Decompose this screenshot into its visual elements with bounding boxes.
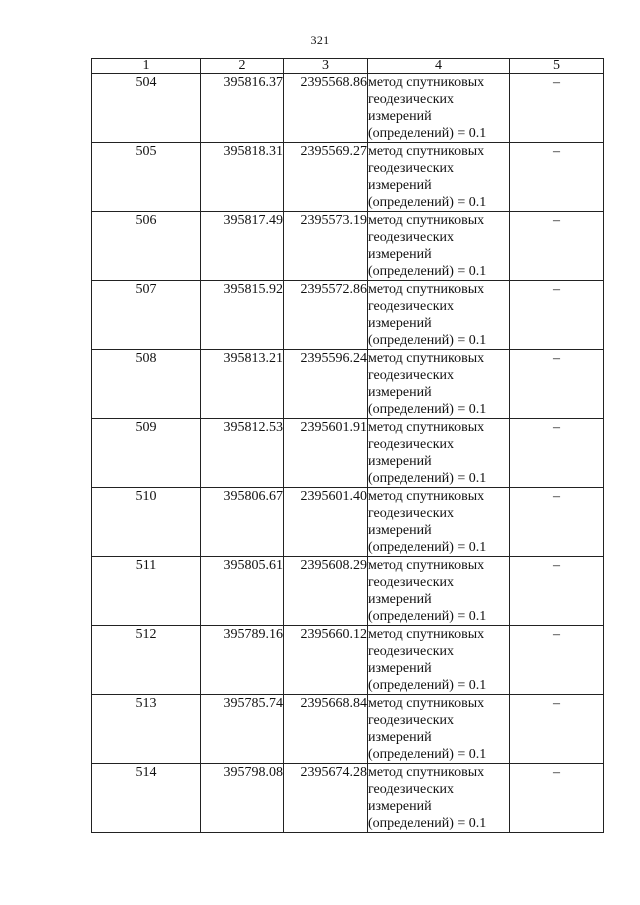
table-row [92, 143, 604, 212]
note-cell: – [510, 143, 604, 212]
column-header-3: 3 [284, 59, 368, 74]
method-line: измерений [368, 316, 432, 331]
method-line: измерений [368, 592, 432, 607]
method-line: геодезических [368, 575, 455, 590]
note-cell: – [510, 350, 604, 419]
point-number-cell: 512 [92, 626, 201, 695]
method-line: измерений [368, 385, 432, 400]
note-cell: – [510, 764, 604, 833]
table-row [92, 350, 604, 419]
note-cell: – [510, 419, 604, 488]
x-coordinate-cell: 395798.08 [201, 764, 284, 833]
y-coordinate-cell: 2395572.86 [284, 281, 368, 350]
column-header-2: 2 [201, 59, 284, 74]
note-cell: – [510, 488, 604, 557]
note-cell: – [510, 281, 604, 350]
method-cell [368, 74, 510, 143]
method-line: метод спутниковых [368, 558, 485, 573]
method-line: геодезических [368, 368, 455, 383]
table-row [92, 695, 604, 764]
method-line: метод спутниковых [368, 627, 485, 642]
method-line: геодезических [368, 713, 455, 728]
point-number-cell: 511 [92, 557, 201, 626]
page-number: 321 [310, 33, 330, 47]
method-line: геодезических [368, 644, 455, 659]
method-line: метод спутниковых [368, 144, 485, 159]
method-line: геодезических [368, 437, 455, 452]
x-coordinate-cell: 395818.31 [201, 143, 284, 212]
method-cell [368, 695, 510, 764]
method-line: метод спутниковых [368, 213, 485, 228]
column-header-4: 4 [368, 59, 510, 74]
method-line: метод спутниковых [368, 696, 485, 711]
method-line: (определений) = 0.1 [368, 402, 487, 417]
method-line: (определений) = 0.1 [368, 195, 487, 210]
y-coordinate-cell: 2395660.12 [284, 626, 368, 695]
point-number-cell: 504 [92, 74, 201, 143]
y-coordinate-cell: 2395568.86 [284, 74, 368, 143]
method-line: метод спутниковых [368, 75, 485, 90]
method-cell [368, 557, 510, 626]
point-number-cell: 507 [92, 281, 201, 350]
method-line: (определений) = 0.1 [368, 126, 487, 141]
y-coordinate-cell: 2395608.29 [284, 557, 368, 626]
method-line: (определений) = 0.1 [368, 816, 487, 831]
method-line: измерений [368, 178, 432, 193]
y-coordinate-cell: 2395674.28 [284, 764, 368, 833]
method-cell [368, 143, 510, 212]
y-coordinate-cell: 2395601.40 [284, 488, 368, 557]
method-line: геодезических [368, 161, 455, 176]
method-line: измерений [368, 730, 432, 745]
method-line: метод спутниковых [368, 282, 485, 297]
note-cell: – [510, 557, 604, 626]
method-line: (определений) = 0.1 [368, 264, 487, 279]
method-cell [368, 488, 510, 557]
column-header-1: 1 [92, 59, 201, 74]
note-cell: – [510, 74, 604, 143]
method-line: метод спутниковых [368, 420, 485, 435]
x-coordinate-cell: 395812.53 [201, 419, 284, 488]
method-cell [368, 764, 510, 833]
point-number-cell: 513 [92, 695, 201, 764]
note-cell: – [510, 695, 604, 764]
point-number-cell: 505 [92, 143, 201, 212]
y-coordinate-cell: 2395569.27 [284, 143, 368, 212]
method-line: геодезических [368, 782, 455, 797]
table-row [92, 74, 604, 143]
x-coordinate-cell: 395806.67 [201, 488, 284, 557]
point-number-cell: 508 [92, 350, 201, 419]
method-line: измерений [368, 799, 432, 814]
table-row [92, 557, 604, 626]
method-line: метод спутниковых [368, 489, 485, 504]
table-row [92, 488, 604, 557]
method-cell [368, 419, 510, 488]
table-row [92, 419, 604, 488]
method-line: (определений) = 0.1 [368, 678, 487, 693]
coordinates-table [91, 58, 604, 833]
point-number-cell: 506 [92, 212, 201, 281]
method-line: измерений [368, 247, 432, 262]
table-header-row [92, 59, 604, 74]
point-number-cell: 509 [92, 419, 201, 488]
method-line: (определений) = 0.1 [368, 333, 487, 348]
method-cell [368, 281, 510, 350]
y-coordinate-cell: 2395596.24 [284, 350, 368, 419]
method-line: (определений) = 0.1 [368, 609, 487, 624]
table-row [92, 764, 604, 833]
method-line: измерений [368, 454, 432, 469]
method-line: измерений [368, 523, 432, 538]
y-coordinate-cell: 2395573.19 [284, 212, 368, 281]
table-row [92, 212, 604, 281]
x-coordinate-cell: 395813.21 [201, 350, 284, 419]
note-cell: – [510, 212, 604, 281]
table-body [92, 74, 604, 833]
method-line: метод спутниковых [368, 765, 485, 780]
method-line: геодезических [368, 92, 455, 107]
method-cell [368, 350, 510, 419]
x-coordinate-cell: 395817.49 [201, 212, 284, 281]
point-number-cell: 510 [92, 488, 201, 557]
table-row [92, 626, 604, 695]
y-coordinate-cell: 2395668.84 [284, 695, 368, 764]
x-coordinate-cell: 395815.92 [201, 281, 284, 350]
method-line: (определений) = 0.1 [368, 471, 487, 486]
method-line: (определений) = 0.1 [368, 540, 487, 555]
x-coordinate-cell: 395785.74 [201, 695, 284, 764]
method-line: геодезических [368, 299, 455, 314]
x-coordinate-cell: 395816.37 [201, 74, 284, 143]
y-coordinate-cell: 2395601.91 [284, 419, 368, 488]
method-line: (определений) = 0.1 [368, 747, 487, 762]
point-number-cell: 514 [92, 764, 201, 833]
x-coordinate-cell: 395789.16 [201, 626, 284, 695]
x-coordinate-cell: 395805.61 [201, 557, 284, 626]
method-cell [368, 212, 510, 281]
note-cell: – [510, 626, 604, 695]
table-row [92, 281, 604, 350]
method-line: геодезических [368, 506, 455, 521]
method-line: измерений [368, 109, 432, 124]
method-line: измерений [368, 661, 432, 676]
method-line: метод спутниковых [368, 351, 485, 366]
method-cell [368, 626, 510, 695]
method-line: геодезических [368, 230, 455, 245]
column-header-5: 5 [510, 59, 604, 74]
